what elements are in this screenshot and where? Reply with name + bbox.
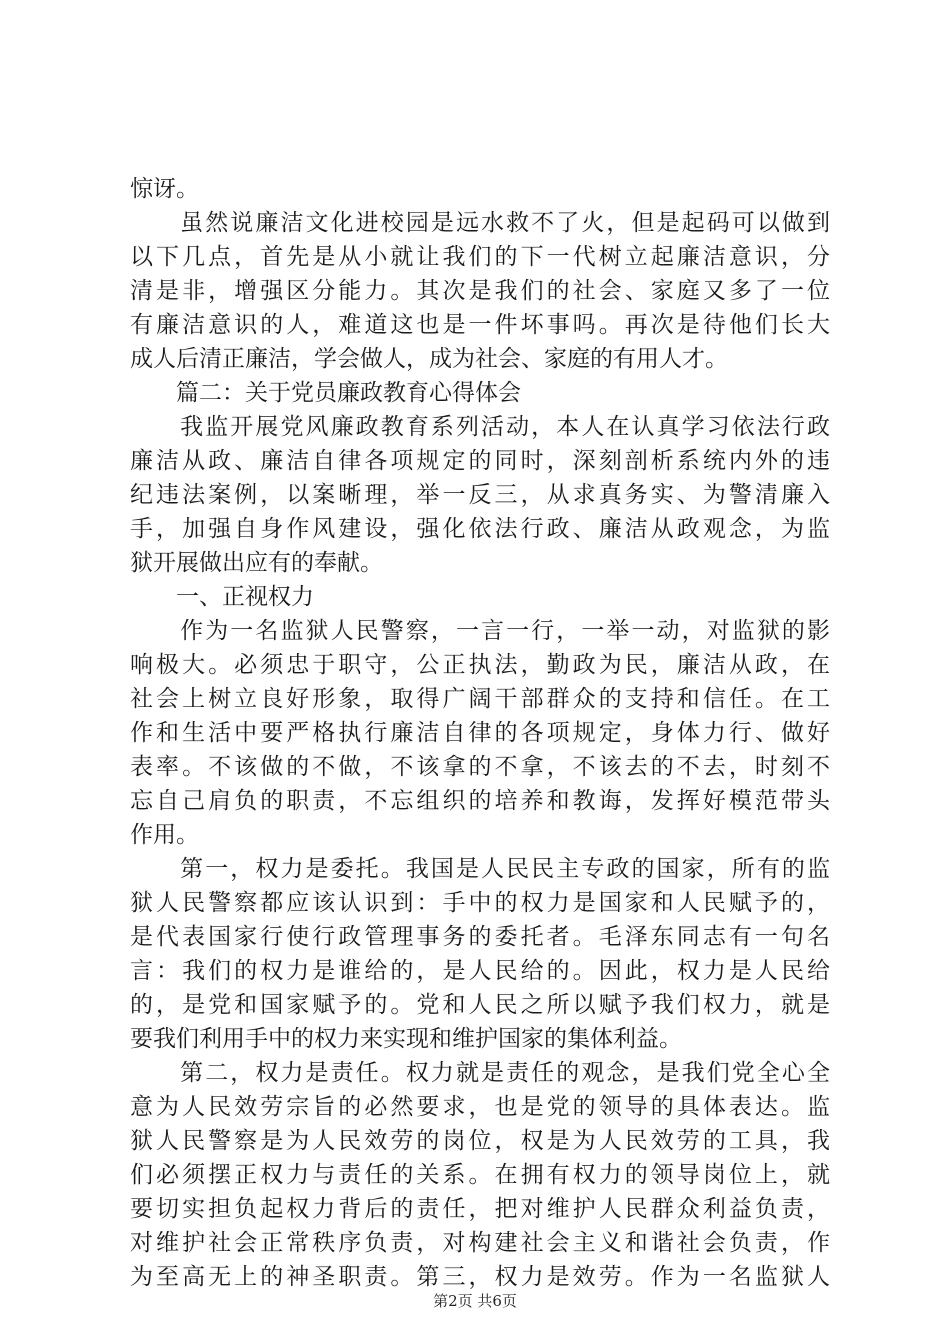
text-line: 要我们利用手中的权力来实现和维护国家的集体利益。 <box>130 1026 682 1052</box>
text-line: 是代表国家行使行政管理事务的委托者。毛泽东同志有一句名 <box>130 924 830 950</box>
text-line: 作为一名监狱人民警察，一言一行，一举一动，对监狱的影 <box>130 618 830 644</box>
text-line: 清是非，增强区分能力。其次是我们的社会、家庭又多了一位 <box>130 278 830 304</box>
text-line: 意为人民效劳宗旨的必然要求，也是党的领导的具体表达。监 <box>130 1094 830 1120</box>
text-line: 们必须摆正权力与责任的关系。在拥有权力的领导岗位上，就 <box>130 1162 830 1188</box>
text-line: 第二，权力是责任。权力就是责任的观念，是我们党全心全 <box>130 1060 830 1086</box>
text-line: 忘自己肩负的职责，不忘组织的培养和教诲，发挥好模范带头 <box>130 788 830 814</box>
text-line: 成人后清正廉洁，学会做人，成为社会、家庭的有用人才。 <box>130 346 728 372</box>
text-line: 以下几点，首先是从小就让我们的下一代树立起廉洁意识，分 <box>130 244 830 270</box>
text-line: 响极大。必须忠于职守，公正执法，勤政为民，廉洁从政，在 <box>130 652 830 678</box>
text-line: 狱人民警察都应该认识到：手中的权力是国家和人民赋予的， <box>130 890 830 916</box>
text-line: 惊讶。 <box>130 176 199 202</box>
text-line: 为至高无上的神圣职责。第三，权力是效劳。作为一名监狱人 <box>130 1264 830 1290</box>
text-line: 社会上树立良好形象，取得广阔干部群众的支持和信任。在工 <box>130 686 830 712</box>
text-line: 的，是党和国家赋予的。党和人民之所以赋予我们权力，就是 <box>130 992 830 1018</box>
page-number-footer: 第2页 共6页 <box>433 1292 517 1310</box>
text-line: 狱人民警察是为人民效劳的岗位，权是为人民效劳的工具，我 <box>130 1128 830 1154</box>
text-line: 我监开展党风廉政教育系列活动，本人在认真学习依法行政 <box>130 414 830 440</box>
text-line: 表率。不该做的不做，不该拿的不拿，不该去的不去，时刻不 <box>130 754 830 780</box>
section-heading: 篇二：关于党员廉政教育心得体会 <box>130 380 521 406</box>
text-line: 纪违法案例，以案晰理，举一反三，从求真务实、为警清廉入 <box>130 482 830 508</box>
text-line: 对维护社会正常秩序负责，对构建社会主义和谐社会负责，作 <box>130 1230 830 1256</box>
text-line: 作用。 <box>130 822 199 848</box>
text-line: 手，加强自身作风建设，强化依法行政、廉洁从政观念，为监 <box>130 516 830 542</box>
text-line: 第一，权力是委托。我国是人民民主专政的国家，所有的监 <box>130 856 830 882</box>
text-line: 狱开展做出应有的奉献。 <box>130 550 383 576</box>
section-heading: 一、正视权力 <box>130 584 314 610</box>
text-line: 作和生活中要严格执行廉洁自律的各项规定，身体力行、做好 <box>130 720 830 746</box>
text-line: 有廉洁意识的人，难道这也是一件坏事吗。再次是待他们长大 <box>130 312 830 338</box>
text-line: 言：我们的权力是谁给的，是人民给的。因此，权力是人民给 <box>130 958 830 984</box>
text-line: 要切实担负起权力背后的责任，把对维护人民群众利益负责， <box>130 1196 830 1222</box>
text-line: 廉洁从政、廉洁自律各项规定的同时，深刻剖析系统内外的违 <box>130 448 830 474</box>
text-line: 虽然说廉洁文化进校园是远水救不了火，但是起码可以做到 <box>130 210 830 236</box>
